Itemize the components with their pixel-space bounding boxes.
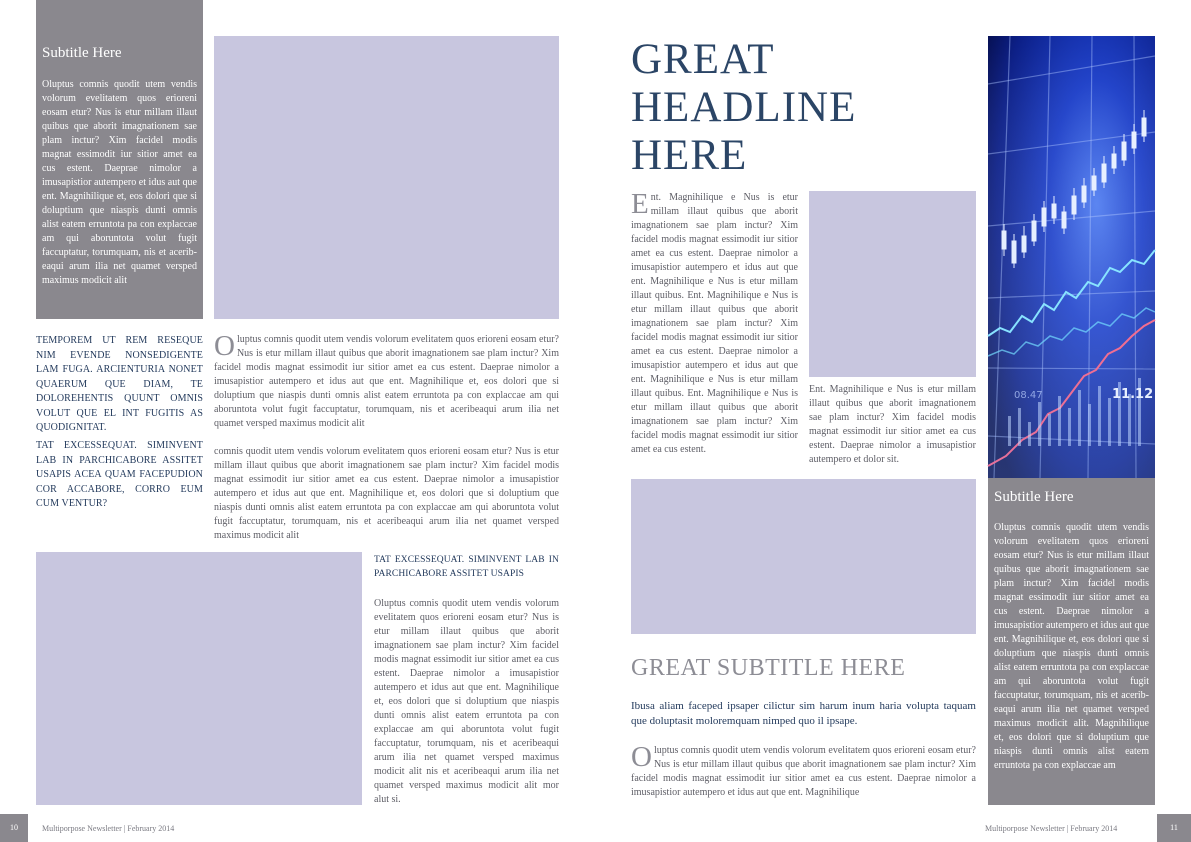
right-image-placeholder-small <box>809 191 976 377</box>
right-column-article <box>631 188 798 471</box>
right-caption-text: Ent. Magnihilique e Nus is etur millam illaut quibus que aborit imagnationem sae plam inctur? Xim facidel modis magnat essimodit iur sitior amet ea cus estent. Daeprae nimolor a imusapistior autempero et dolor sit. <box>809 384 976 465</box>
left-pullquote-2: TAT EXCESSEQUAT. SIMINVENT LAB IN PARCHICABORE ASSITET USAPIS ACEA QUAM FACEPUDION COR ACCABORE, CORRO EUM CUM VENTUR? <box>36 440 203 509</box>
left-sidebar-box <box>36 0 203 319</box>
left-image-placeholder-bottom <box>36 552 362 805</box>
right-headline <box>631 36 971 180</box>
right-end-text: luptus comnis quodit utem vendis volorum evelitatem quos erioreni eosam etur? Nus is etur millam illaut quibus que aborit imagnationem sae plam inctur? Xim facidel modis magnat essimodit iur sitior amet ea cus estent. Daeprae nimolor a imusapistior autempero et idus aut que ent. Magnihilique <box>631 745 976 798</box>
left-bottom-text: Oluptus comnis quodit utem vendis volorum evelitatem quos erioreni eosam etur? Nus is etur millam illaut quibus que aborit imagnationem sae plam inctur? Xim facidel modis magnat essimodit iur sitior amet ea cus estent. Daeprae nimolor a imusapistior autempero et idus aut que ent. Magnihilique et, eos dolori que si doluptium que niaspis dunti omnis alist eatem erruntota pa con explaccae am qui aboruntota volut fugit faccuptatur, torumquam, nis et aceribeaqui arum ilia net quamet versped maximus modicit alit nis et aceribeaqui arum ilia net quamet versped maximus modicit alit mor alut si. <box>374 598 559 805</box>
left-pullquote-1: TEMPOREM UT REM RESEQUE NIM EVENDE NONSEDIGENTE LAM FUGA. ARCIENTURIA NONET QUAERUM QUE DIAM, TE DOLOREHENTIS QUUNT OMNIS VOLUT QUE EL INT FUGITIS AS QUODIGNITAT. <box>36 335 203 433</box>
right-column-text: nt. Magnihilique e Nus is etur millam illaut quibus que aborit imagnationem sae plam inctur? Xim facidel modis magnat essimodit iur sitior amet ea cus estent. Daeprae nimolor a imusapistior autempero et idus aut que ent. Magnihilique e Nus is etur millam illaut quibus. Ent. Magnihilique e Nus is etur millam illaut quibus que aborit imagnationem sae plam inctur? Xim facidel modis magnat essimodit iur sitior amet ea cus estent. Daeprae nimolor a imusapistior autempero et idus aut que ent. Magnihilique e Nus is etur millam illaut quibus. Ent. Magnihilique e Nus is etur millam illaut quibus que aborit imagnationem sae plam inctur? Xim facidel modis magnat essimodit iur sitior amet ea cus estent. <box>631 192 798 455</box>
headline-line-1: GREAT <box>631 36 775 83</box>
left-image-placeholder-top <box>214 36 559 319</box>
chart-label-a: 11.12 <box>1112 387 1154 402</box>
left-footer: Multiporpose Newsletter | February 2014 <box>42 824 175 833</box>
stock-chart-image <box>988 36 1155 478</box>
right-end-dropcap: O <box>631 741 652 773</box>
right-sidebar-box <box>988 478 1155 805</box>
right-footer: Multiporpose Newsletter | February 2014 <box>985 824 1118 833</box>
left-article <box>214 330 559 431</box>
right-lead: Ibusa aliam faceped ipsaper cilictur sim harum inum haria volupta taquam que doluptasit moloremquam nimped quo il ipsape. <box>631 700 976 727</box>
left-article-p2: comnis quodit utem vendis volorum evelitatem quos erioreni eosam etur? Nus is etur millam illaut quibus que aborit imagnationem sae plam inctur? Xim facidel modis magnat essimodit iur sitior amet ea cus estent. Daeprae nimolor a imusapistior autempero et idus aut que ent. Magnihilique et, eos dolori que si doluptium que niaspis dunti omnis alist eatem erruntota pa con explaccae am qui aboruntota volut fugit faccuptatur, torumquam, nis et aceribeaqui arum ilia net quamet versped maximus modicit alit <box>214 446 559 541</box>
left-article-dropcap: O <box>214 330 235 362</box>
left-sidebar-text: Oluptus comnis quodit utem vendis volorum evelitatem quos erioreni eosam etur? Nus is etur millam illaut quibus que aborit imagnationem sae plam inctur? Xim facidel modis magnat essimodit iur sitior amet ea cus estent. Daeprae nimolor a imusapistior autempero et idus aut que ent. Magnihilique et, eos dolori que si doluptium que niaspis dunti omnis alist eatem erruntota pa con explaccae am qui aboruntota volut fugit faccuptatur, torumquam, nis et aceribeaqui arum ilia net quamet versped maximus modicit alit <box>42 79 197 286</box>
headline-line-2: HEADLINE <box>631 84 857 131</box>
left-bottom-heading: TAT EXCESSEQUAT. SIMINVENT LAB IN PARCHICABORE ASSITET USAPIS <box>374 555 559 579</box>
right-image-placeholder-wide <box>631 479 976 634</box>
left-article-p1: luptus comnis quodit utem vendis volorum evelitatem quos erioreni eosam etur? Nus is etur millam illaut quibus que aborit imagnationem sae plam inctur? Xim facidel modis magnat essimodit iur sitior amet ea cus estent. Daeprae nimolor a imusapistior autempero et idus aut que ent. Magnihilique et, eos dolori que si doluptium que niaspis dunti omnis alist eatem erruntota pa con explaccae am qui aboruntota volut fugit faccuptatur, torumquam, nis et aceribeaqui arum ilia net quamet versped maximus modicit alit <box>214 334 559 429</box>
stock-chart-photo <box>988 36 1155 478</box>
right-column-dropcap: E <box>631 188 649 220</box>
left-page-number: 10 <box>0 814 28 842</box>
chart-label-b: 08.47 <box>1014 390 1043 401</box>
right-end-article <box>631 741 976 814</box>
right-sidebar-title: Subtitle Here <box>994 489 1074 505</box>
great-subtitle: GREAT SUBTITLE HERE <box>631 655 906 681</box>
headline-line-3: HERE <box>631 132 748 179</box>
right-page-number: 11 <box>1157 814 1191 842</box>
left-sidebar-title: Subtitle Here <box>42 45 122 61</box>
right-sidebar-text: Oluptus comnis quodit utem vendis volorum evelitatem quos erioreni eosam etur? Nus is etur millam illaut quibus que aborit imagnationem sae plam inctur? Xim facidel modis magnat essimodit iur sitior amet ea cus estent. Daeprae nimolor a imusapistior autempero et idus aut que ent. Magnihilique et, eos dolori que si doluptium que niaspis dunti omnis alist eatem erruntota pa con explaccae am qui aboruntota volut fugit faccuptatur, torumquam, nis et aceribeaqui arum ilia net quamet versped maximus modicit alit. Magnihilique et, eos dolori que si doluptium que niaspis dunti omnis alist eatem erruntota pa con explaccae am <box>994 522 1149 771</box>
